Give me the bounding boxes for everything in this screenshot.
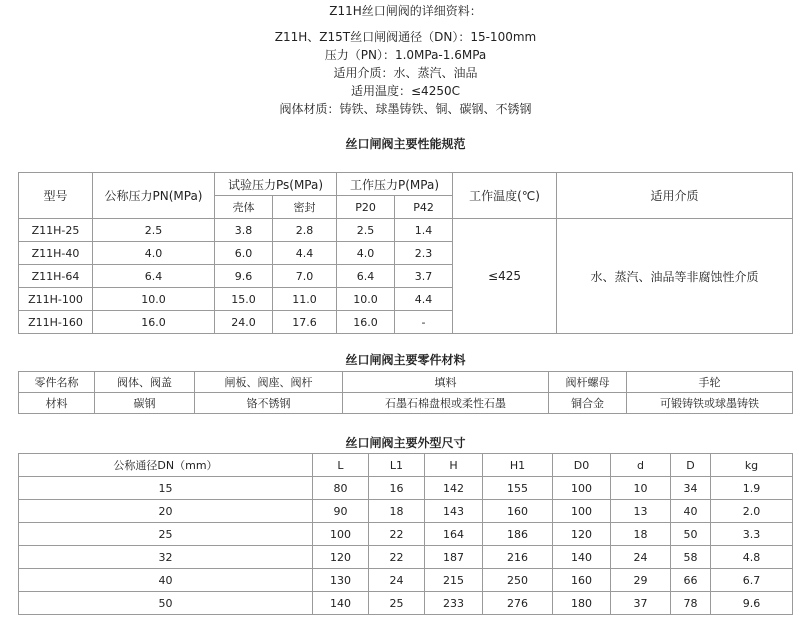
perf-header-test-pressure: 试验压力Ps(MPa)	[215, 173, 337, 196]
table-cell: 阀体、阀盖	[95, 372, 195, 393]
table-cell: 58	[671, 546, 711, 569]
table-cell: 4.4	[273, 242, 337, 265]
table-cell: 143	[425, 500, 483, 523]
table-cell: 6.0	[215, 242, 273, 265]
intro-pressure: 压力（PN）：1.0MPa-1.6MPa	[324, 48, 487, 62]
table-cell: H1	[483, 454, 553, 477]
table-cell: 2.3	[395, 242, 453, 265]
table-cell: Z11H-64	[19, 265, 93, 288]
table-cell: 铜合金	[549, 393, 627, 414]
table-cell: Z11H-25	[19, 219, 93, 242]
table-cell: 40	[19, 569, 313, 592]
intro-media: 适用介质：水、蒸汽、油品	[333, 66, 478, 80]
perf-table	[18, 172, 793, 334]
table-cell: 155	[483, 477, 553, 500]
table-cell: 140	[553, 546, 611, 569]
table-cell: 78	[671, 592, 711, 615]
table-cell: 18	[369, 500, 425, 523]
table-cell: 1.4	[395, 219, 453, 242]
table-cell: 11.0	[273, 288, 337, 311]
dimensions-title: 丝口闸阀主要外型尺寸	[345, 436, 466, 450]
table-cell: 120	[553, 523, 611, 546]
intro-title: Z11H丝口闸阀的详细资料：	[329, 4, 482, 18]
table-row	[19, 454, 793, 477]
table-cell: 233	[425, 592, 483, 615]
table-cell: 24	[611, 546, 671, 569]
materials-title: 丝口闸阀主要零件材料	[345, 353, 466, 367]
table-cell: 2.0	[711, 500, 793, 523]
table-cell: 石墨石棉盘根或柔性石墨	[343, 393, 549, 414]
materials-table	[18, 371, 793, 414]
table-cell: 187	[425, 546, 483, 569]
dimensions-table	[18, 453, 793, 615]
table-cell: 10	[611, 477, 671, 500]
table-row	[19, 569, 793, 592]
table-cell: 100	[553, 500, 611, 523]
table-cell: 材料	[19, 393, 95, 414]
table-cell: D0	[553, 454, 611, 477]
table-cell: 18	[611, 523, 671, 546]
table-cell: 66	[671, 569, 711, 592]
table-cell: 填料	[343, 372, 549, 393]
perf-header-nominal-pressure: 公称压力PN(MPa)	[93, 173, 215, 219]
table-cell: 50	[19, 592, 313, 615]
table-cell: 130	[313, 569, 369, 592]
perf-title: 丝口闸阀主要性能规范	[345, 137, 466, 151]
table-cell: 16.0	[93, 311, 215, 334]
table-cell: 16	[369, 477, 425, 500]
table-cell: 13	[611, 500, 671, 523]
table-cell: 3.8	[215, 219, 273, 242]
table-cell: 37	[611, 592, 671, 615]
perf-header-seal: 密封	[273, 196, 337, 219]
perf-header-p42: P42	[395, 196, 453, 219]
perf-header-temperature: 工作温度(℃)	[453, 173, 557, 219]
table-cell: 17.6	[273, 311, 337, 334]
table-cell: 80	[313, 477, 369, 500]
table-cell: 250	[483, 569, 553, 592]
table-cell: 10.0	[337, 288, 395, 311]
table-cell: -	[395, 311, 453, 334]
intro-diameter: Z11H、Z15T丝口闸阀通径（DN）：15-100mm	[274, 30, 537, 44]
table-cell: 32	[19, 546, 313, 569]
table-cell: kg	[711, 454, 793, 477]
table-cell: 9.6	[711, 592, 793, 615]
table-cell: 铬不锈钢	[195, 393, 343, 414]
table-cell: 215	[425, 569, 483, 592]
table-cell: 闸板、阀座、阀杆	[195, 372, 343, 393]
table-cell: d	[611, 454, 671, 477]
table-cell: 10.0	[93, 288, 215, 311]
table-cell: 9.6	[215, 265, 273, 288]
table-cell: 1.9	[711, 477, 793, 500]
table-cell: 3.3	[711, 523, 793, 546]
table-cell: 2.5	[93, 219, 215, 242]
table-cell: 6.4	[93, 265, 215, 288]
table-cell: 7.0	[273, 265, 337, 288]
table-cell: 160	[553, 569, 611, 592]
table-cell: Z11H-40	[19, 242, 93, 265]
perf-header-media: 适用介质	[557, 173, 793, 219]
table-cell: 3.7	[395, 265, 453, 288]
table-cell: 碳钢	[95, 393, 195, 414]
perf-media-value: 水、蒸汽、油品等非腐蚀性介质	[557, 219, 793, 334]
table-cell: H	[425, 454, 483, 477]
table-cell: 2.5	[337, 219, 395, 242]
table-cell: 24	[369, 569, 425, 592]
table-cell: 100	[313, 523, 369, 546]
table-cell: 阀杆螺母	[549, 372, 627, 393]
table-cell: 可锻铸铁或球墨铸铁	[627, 393, 793, 414]
table-row	[19, 592, 793, 615]
table-cell: 90	[313, 500, 369, 523]
table-cell: 25	[19, 523, 313, 546]
table-cell: D	[671, 454, 711, 477]
table-cell: 4.0	[93, 242, 215, 265]
table-cell: L	[313, 454, 369, 477]
table-cell: 2.8	[273, 219, 337, 242]
table-cell: 50	[671, 523, 711, 546]
table-cell: L1	[369, 454, 425, 477]
table-row	[19, 523, 793, 546]
table-cell: 24.0	[215, 311, 273, 334]
table-cell: 手轮	[627, 372, 793, 393]
table-row	[19, 219, 793, 242]
table-row	[19, 500, 793, 523]
table-cell: 4.8	[711, 546, 793, 569]
perf-header-p20: P20	[337, 196, 395, 219]
table-cell: 22	[369, 546, 425, 569]
table-cell: 22	[369, 523, 425, 546]
perf-header-model: 型号	[19, 173, 93, 219]
table-cell: 零件名称	[19, 372, 95, 393]
intro-temperature: 适用温度：≤4250C	[351, 84, 460, 98]
perf-header-shell: 壳体	[215, 196, 273, 219]
table-cell: 164	[425, 523, 483, 546]
table-cell: 4.0	[337, 242, 395, 265]
table-cell: 142	[425, 477, 483, 500]
table-row	[19, 372, 793, 393]
table-cell: 180	[553, 592, 611, 615]
table-cell: 100	[553, 477, 611, 500]
table-cell: 140	[313, 592, 369, 615]
table-cell: 15.0	[215, 288, 273, 311]
table-cell: 6.4	[337, 265, 395, 288]
table-cell: 16.0	[337, 311, 395, 334]
table-cell: 6.7	[711, 569, 793, 592]
table-cell: 公称通径DN（mm）	[19, 454, 313, 477]
table-cell: 160	[483, 500, 553, 523]
table-cell: Z11H-160	[19, 311, 93, 334]
table-cell: Z11H-100	[19, 288, 93, 311]
table-cell: 216	[483, 546, 553, 569]
intro-block	[0, 2, 811, 118]
table-cell: 29	[611, 569, 671, 592]
table-row	[19, 546, 793, 569]
table-cell: 4.4	[395, 288, 453, 311]
table-cell: 186	[483, 523, 553, 546]
perf-temperature-value: ≤425	[453, 219, 557, 334]
intro-body-material: 阀体材质：铸铁、球墨铸铁、铜、碳钢、不锈钢	[279, 102, 532, 116]
perf-header-working-pressure: 工作压力P(MPa)	[337, 173, 453, 196]
table-row	[19, 477, 793, 500]
table-cell: 25	[369, 592, 425, 615]
table-cell: 276	[483, 592, 553, 615]
table-row	[19, 393, 793, 414]
table-cell: 40	[671, 500, 711, 523]
table-cell: 20	[19, 500, 313, 523]
table-cell: 34	[671, 477, 711, 500]
table-cell: 120	[313, 546, 369, 569]
table-cell: 15	[19, 477, 313, 500]
